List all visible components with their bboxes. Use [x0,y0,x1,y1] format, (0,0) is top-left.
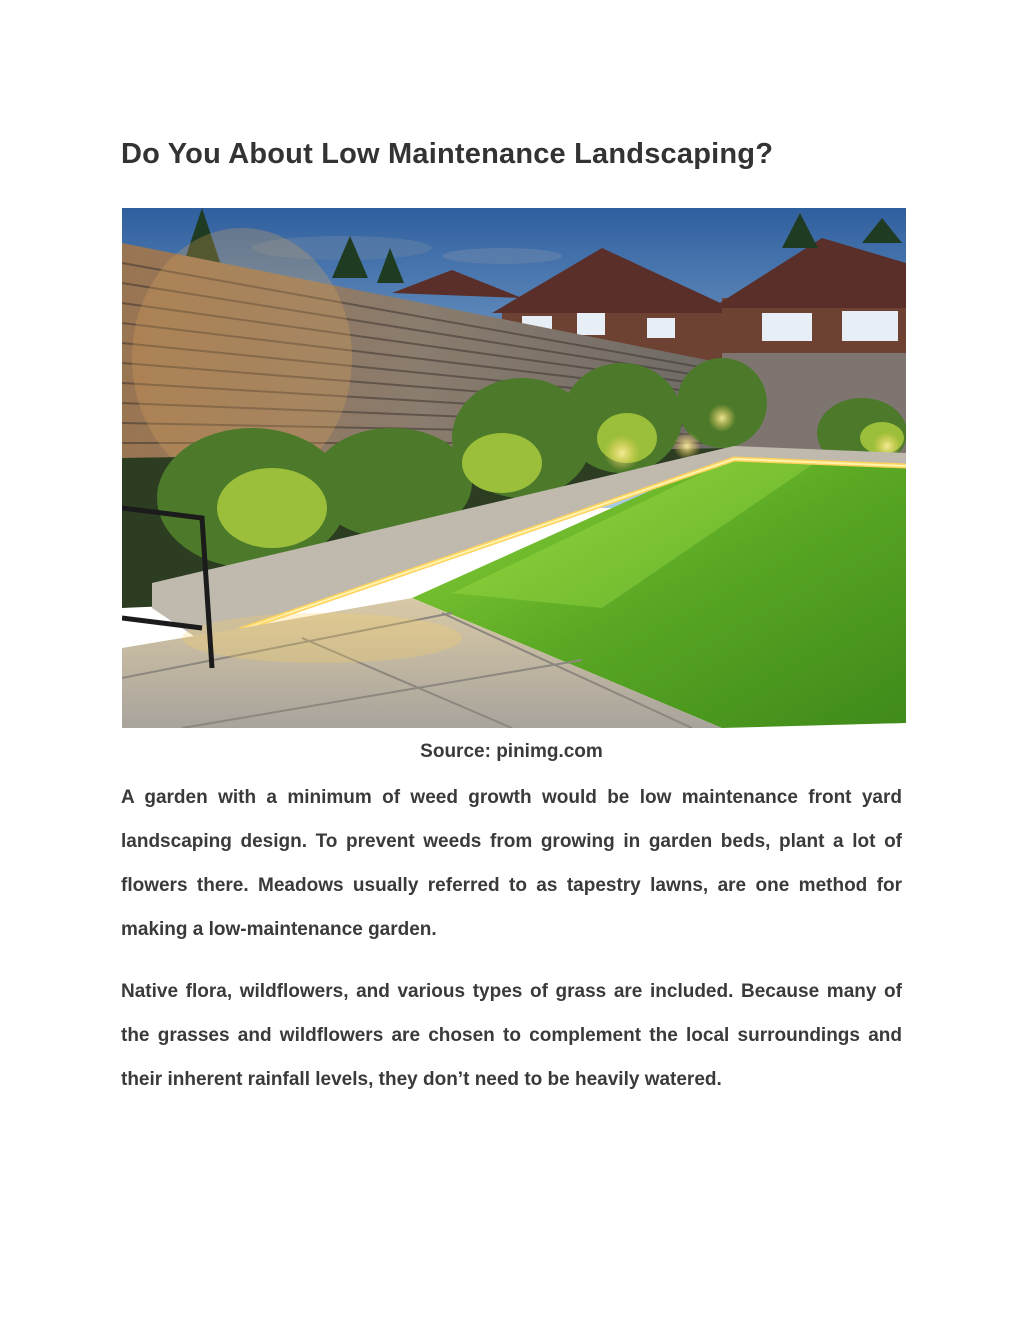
page-title: Do You About Low Maintenance Landscaping? [121,138,774,170]
paragraph-1: A garden with a minimum of weed growth would be low maintenance front yard landscaping design. To prevent weeds from growing in garden beds, plant a lot of flowers there. Meadows usually referred to as tapestry lawns, are one method for making a low-maintenance garden. [121,787,902,940]
paragraph-2: Native flora, wildflowers, and various types of grass are included. Because many of the grasses and wildflowers are chosen to complement the local surroundings and their inherent rainfall levels, they don’t need to be heavily watered. [121,981,902,1090]
image-caption: Source: pinimg.com [420,741,603,762]
garden-photo [122,208,906,728]
